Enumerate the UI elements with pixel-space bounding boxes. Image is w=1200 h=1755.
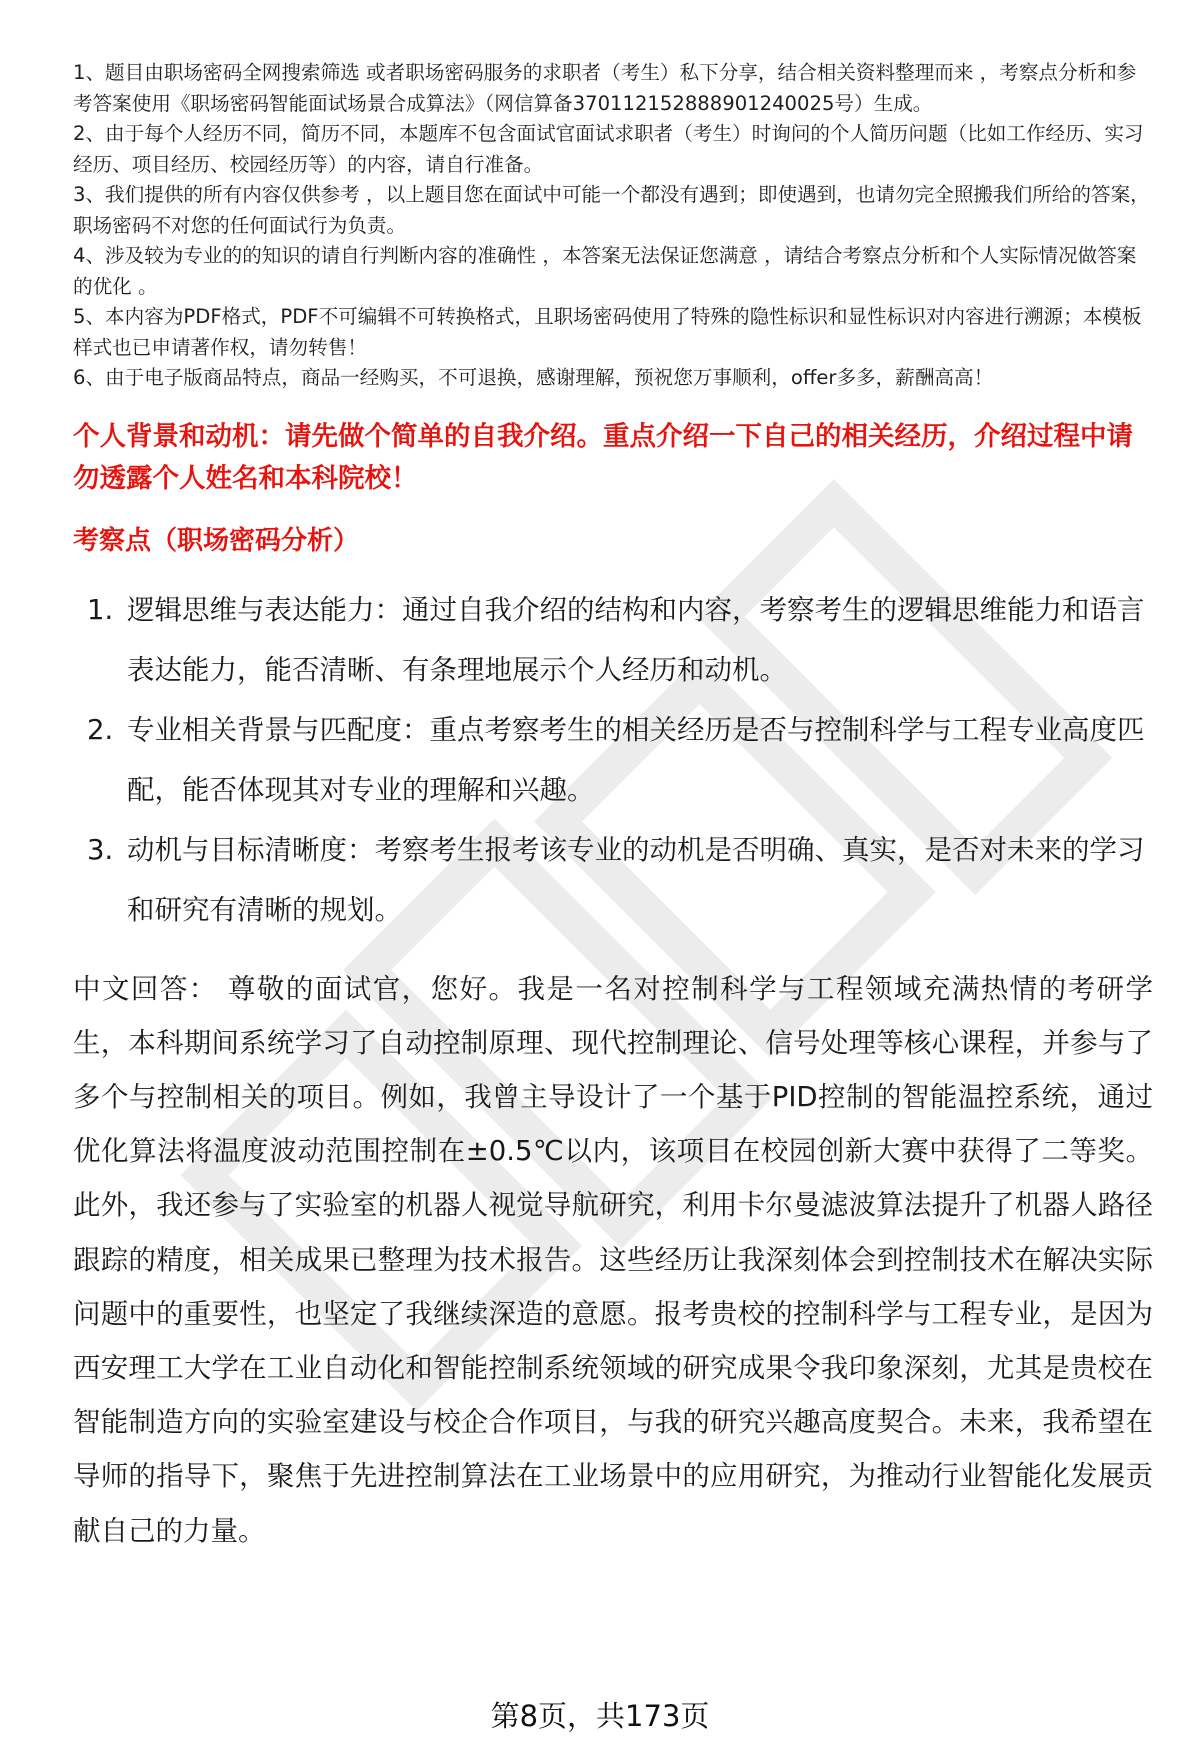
- disclaimer-item: 4、涉及较为专业的的知识的请自行判断内容的准确性 ，本答案无法保证您满意 ，请结合考察点分析和个人实际情况做答案的优化 。: [73, 244, 1137, 298]
- focus-list-item: [73, 820, 1153, 940]
- focus-item-text: 动机与目标清晰度：考察考生报考该专业的动机是否明确、真实，是否对未来的学习和研究有清晰的规划。: [127, 833, 1145, 926]
- interview-question: 个人背景和动机：请先做个简单的自我介绍。重点介绍一下自己的相关经历，介绍过程中请勿透露个人姓名和本科院校！: [73, 420, 1133, 494]
- page-content: [73, 58, 1153, 1558]
- focus-item-text: 逻辑思维与表达能力：通过自我介绍的结构和内容，考察考生的逻辑思维能力和语言表达能力，能否清晰、有条理地展示个人经历和动机。: [127, 593, 1145, 686]
- disclaimer-item: 5、本内容为PDF格式，PDF不可编辑不可转换格式，且职场密码使用了特殊的隐性标识和显性标识对内容进行溯源；本模板样式也已申请著作权，请勿转售！: [73, 305, 1142, 359]
- focus-list: [73, 580, 1153, 940]
- disclaimer-item: 6、由于电子版商品特点，商品一经购买，不可退换，感谢理解，预祝您万事顺利，offer多多，薪酬高高！: [73, 366, 994, 389]
- focus-item-number: 3.: [87, 833, 114, 866]
- focus-item-text: 专业相关背景与匹配度：重点考察考生的相关经历是否与控制科学与工程专业高度匹配，能否体现其对专业的理解和兴趣。: [127, 713, 1145, 806]
- focus-list-item: [73, 580, 1153, 700]
- disclaimer-item: 2、由于每个人经历不同，简历不同，本题库不包含面试官面试求职者（考生）时询问的个人简历问题（比如工作经历、实习经历、项目经历、校园经历等）的内容，请自行准备。: [73, 122, 1144, 176]
- disclaimer-item: 3、我们提供的所有内容仅供参考 ，以上题目您在面试中可能一个都没有遇到；即使遇到，也请勿完全照搬我们所给的答案，职场密码不对您的任何面试行为负责。: [73, 183, 1150, 237]
- disclaimer-item: 1、题目由职场密码全网搜索筛选 或者职场密码服务的求职者（考生）私下分享，结合相关资料整理而来 ，考察点分析和参考答案使用《职场密码智能面试场景合成算法》（网信算备370112152888901240025号）生成。: [73, 61, 1137, 115]
- answer-paragraph: 中文回答： 尊敬的面试官，您好。我是一名对控制科学与工程领域充满热情的考研学生，本科期间系统学习了自动控制原理、现代控制理论、信号处理等核心课程，并参与了多个与控制相关的项目。例如，我曾主导设计了一个基于PID控制的智能温控系统，通过优化算法将温度波动范围控制在±0.5℃以内，该项目在校园创新大赛中获得了二等奖。此外，我还参与了实验室的机器人视觉导航研究，利用卡尔曼滤波算法提升了机器人路径跟踪的精度，相关成果已整理为技术报告。这些经历让我深刻体会到控制技术在解决实际问题中的重要性，也坚定了我继续深造的意愿。报考贵校的控制科学与工程专业，是因为西安理工大学在工业自动化和智能控制系统领域的研究成果令我印象深刻，尤其是贵校在智能制造方向的实验室建设与校企合作项目，与我的研究兴趣高度契合。未来，我希望在导师的指导下，聚焦于先进控制算法在工业场景中的应用研究，为推动行业智能化发展贡献自己的力量。: [73, 972, 1153, 1547]
- disclaimer-block: [73, 58, 1153, 394]
- focus-list-item: [73, 700, 1153, 820]
- focus-heading: 考察点（职场密码分析）: [73, 525, 360, 556]
- focus-item-number: 1.: [87, 593, 114, 626]
- focus-item-number: 2.: [87, 713, 114, 746]
- page-number: 第8页，共173页: [490, 1699, 710, 1733]
